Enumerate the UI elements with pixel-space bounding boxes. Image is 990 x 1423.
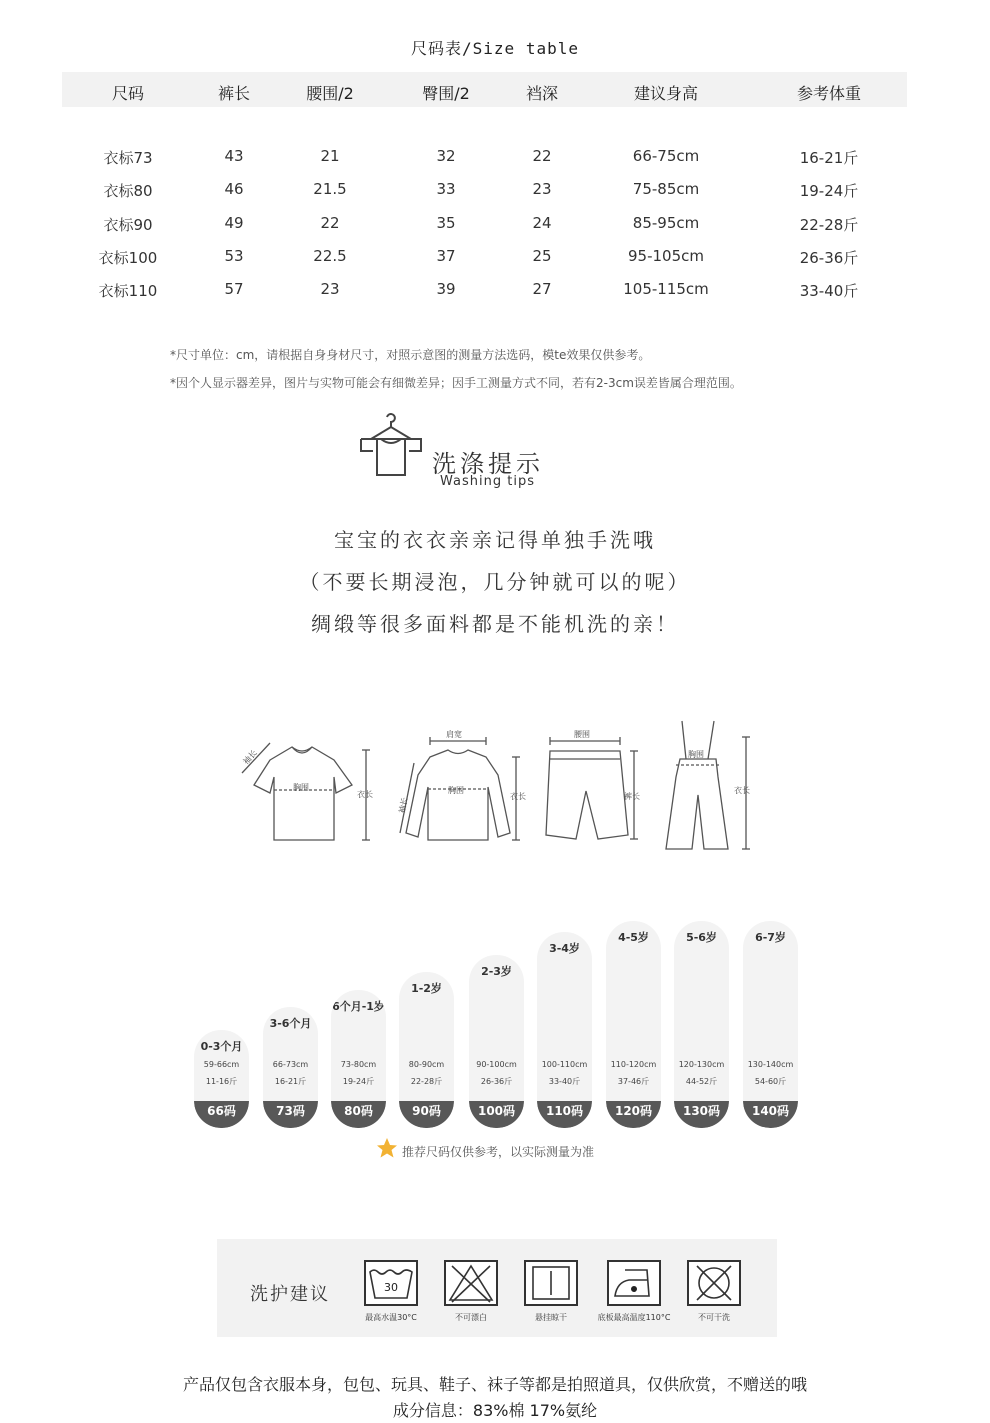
pill-weight: 26-36斤 <box>480 1077 513 1086</box>
table-cell: 39 <box>436 280 456 298</box>
table-cell: 22.5 <box>313 247 347 265</box>
chest-label-3: 胸围 <box>688 750 704 759</box>
size-pill <box>263 1007 318 1128</box>
size-pill <box>743 921 798 1128</box>
table-cell: 衣标80 <box>103 182 153 200</box>
recommend-note: 推荐尺码仅供参考，以实际测量为准 <box>402 1145 595 1159</box>
table-cell: 19-24斤 <box>799 182 859 200</box>
header-size: 尺码 <box>111 84 145 103</box>
pill-height: 100-110cm <box>541 1060 588 1069</box>
wash-30-icon <box>364 1260 418 1306</box>
no-dry-clean-icon <box>687 1260 741 1306</box>
hang-dry-icon <box>524 1260 578 1306</box>
table-cell: 衣标100 <box>98 249 158 267</box>
table-cell: 105-115cm <box>623 280 709 298</box>
table-cell: 23 <box>320 280 340 298</box>
table-cell: 53 <box>224 247 244 265</box>
svg-text:30: 30 <box>384 1281 398 1294</box>
header-pants-length: 裤长 <box>217 84 251 103</box>
header-weight: 参考体重 <box>796 84 862 103</box>
table-cell: 23 <box>532 180 552 198</box>
table-header-bar <box>62 72 907 107</box>
length-label: 衣长 <box>357 790 373 799</box>
footer-composition: 成分信息：83%棉 17%氨纶 <box>392 1401 598 1420</box>
care-label: 洗护建议 <box>250 1284 330 1305</box>
pill-age: 6个月-1岁 <box>332 1000 385 1013</box>
table-cell: 85-95cm <box>632 214 700 232</box>
iron-110-icon <box>607 1260 661 1306</box>
table-cell: 32 <box>436 147 456 165</box>
washing-line-3: 绸缎等很多面料都是不能机洗的亲！ <box>311 612 679 636</box>
pill-age: 2-3岁 <box>481 965 512 978</box>
care-caption-wash: 最高水温30°C <box>365 1313 417 1322</box>
pill-weight: 44-52斤 <box>685 1077 718 1086</box>
header-height: 建议身高 <box>633 84 699 103</box>
care-caption-dryclean: 不可干洗 <box>698 1313 730 1322</box>
pill-age: 5-6岁 <box>686 931 717 944</box>
no-bleach-icon <box>444 1260 498 1306</box>
size-pill <box>606 921 661 1128</box>
washing-title: 洗涤提示 <box>432 450 544 478</box>
washing-line-2: （不要长期浸泡，几分钟就可以的呢） <box>299 570 691 594</box>
note-difference: *因个人显示器差异，图片与实物可能会有细微差异；因手工测量方式不同，若有2-3cm误差皆属合理范围。 <box>170 376 742 390</box>
pill-weight: 37-46斤 <box>617 1077 650 1086</box>
table-cell: 43 <box>224 147 244 165</box>
pill-age: 1-2岁 <box>411 982 442 995</box>
table-cell: 24 <box>532 214 552 232</box>
table-cell: 27 <box>532 280 552 298</box>
pill-height: 59-66cm <box>203 1060 240 1069</box>
table-cell: 25 <box>532 247 552 265</box>
care-caption-iron: 底板最高温度110°C <box>597 1313 671 1322</box>
shorts-diagram <box>546 737 638 839</box>
pill-weight: 11-16斤 <box>205 1077 238 1086</box>
table-cell: 35 <box>436 214 456 232</box>
table-cell: 75-85cm <box>632 180 700 198</box>
pill-height: 66-73cm <box>272 1060 309 1069</box>
pants-length-label: 裤长 <box>624 792 640 801</box>
pill-age: 0-3个月 <box>200 1040 243 1053</box>
table-cell: 57 <box>224 280 244 298</box>
footer-disclaimer: 产品仅包含衣服本身，包包、玩具、鞋子、袜子等都是拍照道具，仅供欣赏，不赠送的哦 <box>182 1375 807 1394</box>
washing-line-1: 宝宝的衣衣亲亲记得单独手洗哦 <box>334 528 656 552</box>
table-cell: 33 <box>436 180 456 198</box>
sleeve-label-2: 袖长 <box>397 796 410 815</box>
table-cell: 22 <box>320 214 340 232</box>
pill-age: 3-4岁 <box>549 942 580 955</box>
measurement-diagrams <box>230 715 770 855</box>
table-cell: 21 <box>320 147 340 165</box>
shoulder-label: 肩宽 <box>446 730 462 739</box>
length-label-2: 衣长 <box>510 792 526 801</box>
pill-height: 80-90cm <box>408 1060 445 1069</box>
pill-weight: 54-60斤 <box>754 1077 787 1086</box>
header-hip: 臀围/2 <box>422 84 470 103</box>
pill-height: 120-130cm <box>678 1060 725 1069</box>
header-waist: 腰围/2 <box>306 84 354 103</box>
pill-code: 130码 <box>674 1101 729 1128</box>
pill-weight: 22-28斤 <box>410 1077 443 1086</box>
header-rise: 裆深 <box>525 84 559 103</box>
care-caption-bleach: 不可漂白 <box>455 1313 487 1322</box>
care-caption-dry: 悬挂晾干 <box>535 1313 567 1322</box>
pill-height: 130-140cm <box>747 1060 794 1069</box>
washing-subtitle: Washing tips <box>440 474 535 489</box>
table-cell: 21.5 <box>313 180 347 198</box>
pill-code: 80码 <box>331 1101 386 1128</box>
pill-weight: 19-24斤 <box>342 1077 375 1086</box>
size-pill <box>331 990 386 1128</box>
overalls-diagram <box>666 721 750 849</box>
table-cell: 16-21斤 <box>799 149 859 167</box>
pill-code: 110码 <box>537 1101 592 1128</box>
hanger-shirt-icon <box>357 413 423 481</box>
pill-age: 4-5岁 <box>618 931 649 944</box>
chest-label-2: 胸围 <box>448 786 464 795</box>
pill-age: 3-6个月 <box>269 1017 312 1030</box>
pill-code: 66码 <box>194 1101 249 1128</box>
pill-age: 6-7岁 <box>755 931 786 944</box>
note-unit: *尺寸单位：cm，请根据自身身材尺寸，对照示意图的测量方法选码，模te效果仅供参考。 <box>170 348 651 362</box>
size-pill <box>537 932 592 1128</box>
waist-label: 腰围 <box>574 730 590 739</box>
pill-height: 110-120cm <box>610 1060 657 1069</box>
length-label-3: 衣长 <box>734 786 750 795</box>
pill-code: 73码 <box>263 1101 318 1128</box>
size-table-title: 尺码表/Size table <box>411 39 579 58</box>
table-cell: 26-36斤 <box>799 249 859 267</box>
table-cell: 衣标73 <box>103 149 153 167</box>
pill-weight: 16-21斤 <box>274 1077 307 1086</box>
pill-code: 140码 <box>743 1101 798 1128</box>
table-cell: 衣标110 <box>98 282 158 300</box>
pill-code: 90码 <box>399 1101 454 1128</box>
pill-code: 120码 <box>606 1101 661 1128</box>
pill-weight: 33-40斤 <box>548 1077 581 1086</box>
size-pill <box>399 972 454 1128</box>
table-cell: 22-28斤 <box>799 216 859 234</box>
chest-label: 胸围 <box>293 783 309 792</box>
pill-height: 90-100cm <box>476 1060 517 1069</box>
table-cell: 66-75cm <box>632 147 700 165</box>
pill-code: 100码 <box>469 1101 524 1128</box>
size-pill <box>674 921 729 1128</box>
table-cell: 95-105cm <box>628 247 704 265</box>
table-cell: 37 <box>436 247 456 265</box>
pill-height: 73-80cm <box>340 1060 377 1069</box>
table-cell: 22 <box>532 147 552 165</box>
table-cell: 33-40斤 <box>799 282 859 300</box>
table-cell: 49 <box>224 214 244 232</box>
star-icon <box>376 1137 398 1159</box>
size-pill <box>469 955 524 1128</box>
size-pill <box>194 1030 249 1128</box>
sleeve-label: 袖长 <box>241 748 259 767</box>
table-cell: 46 <box>224 180 244 198</box>
table-cell: 衣标90 <box>103 216 153 234</box>
